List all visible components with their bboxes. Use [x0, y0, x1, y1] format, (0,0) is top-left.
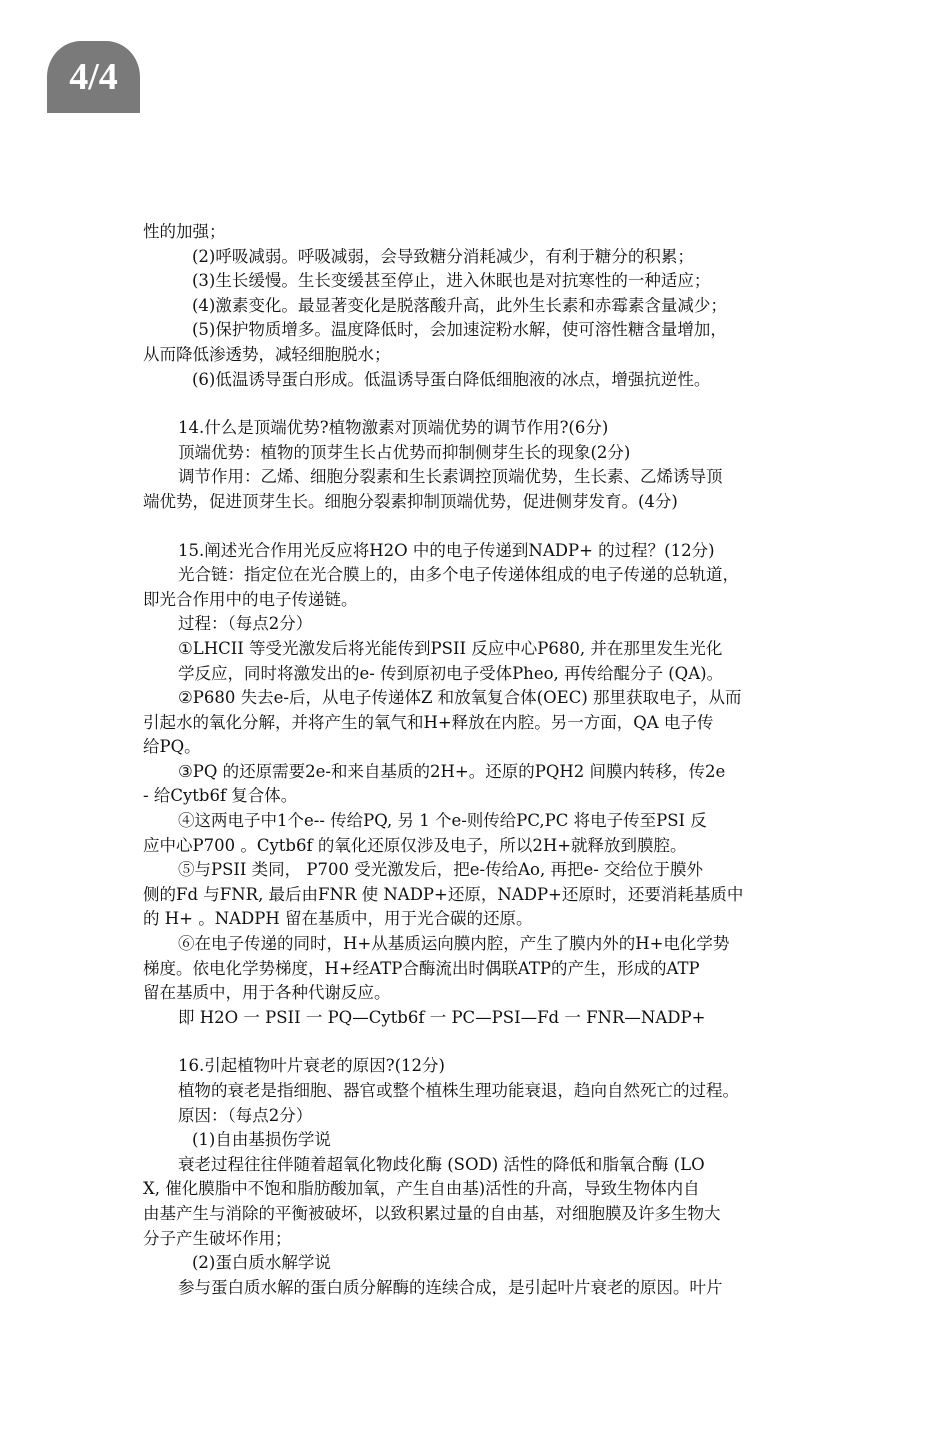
text-line: 由基产生与消除的平衡被破坏，以致积累过量的自由基，对细胞膜及许多生物大: [143, 1203, 721, 1223]
text-line: (2)蛋白质水解学说: [192, 1253, 331, 1273]
text-line: ⑥在电子传递的同时，H+从基质运向膜内腔，产生了膜内外的H+电化学势: [178, 934, 730, 954]
text-line: 学反应，同时将激发出的e- 传到原初电子受体Pheo, 再传给醌分子 (QA)。: [178, 663, 724, 683]
question-heading: 16.引起植物叶片衰老的原因?(12分): [178, 1056, 445, 1076]
text-line: 过程：（每点2分）: [178, 614, 313, 634]
text-line: (5)保护物质增多。温度降低时，会加速淀粉水解，使可溶性糖含量增加，: [192, 320, 727, 340]
page-number-text: 4/4: [69, 56, 118, 98]
text-line: 梯度。依电化学势梯度，H+经ATP合酶流出时偶联ATP的产生，形成的ATP: [143, 958, 700, 978]
text-line: 分子产生破坏作用；: [143, 1228, 292, 1248]
text-line: 侧的Fd 与FNR, 最后由FNR 使 NADP+还原，NADP+还原时，还要消耗基质中: [143, 884, 744, 904]
text-line: 原因：（每点2分）: [178, 1105, 313, 1125]
section-gap: [143, 392, 809, 416]
section-gap: [143, 1030, 809, 1054]
text-line: 应中心P700 。Cytb6f 的氧化还原仅涉及电子，所以2H+就释放到膜腔。: [143, 835, 687, 855]
text-line: X, 催化膜脂中不饱和脂肪酸加氧，产生自由基)活性的升高，导致生物体内自: [143, 1179, 700, 1199]
text-line: 的 H+ 。NADPH 留在基质中，用于光合碳的还原。: [143, 909, 533, 929]
text-line: 衰老过程往往伴随着超氧化物歧化酶 (SOD) 活性的降低和脂氧合酶 (LO: [178, 1154, 705, 1174]
text-line: (4)激素变化。最显著变化是脱落酸升高，此外生长素和赤霉素含量减少；: [192, 295, 727, 315]
section-gap: [143, 515, 809, 539]
text-line: 留在基质中，用于各种代谢反应。: [143, 983, 391, 1003]
text-line: ④这两电子中1个e-- 传给PQ, 另 1 个e-则传给PC,PC 将电子传至PSI 反: [178, 811, 707, 831]
text-line: (3)生长缓慢。生长变缓甚至停止，进入休眠也是对抗寒性的一种适应；: [192, 271, 711, 291]
text-line: (6)低温诱导蛋白形成。低温诱导蛋白降低细胞液的冰点，增强抗逆性。: [192, 369, 711, 389]
text-line: 植物的衰老是指细胞、器官或整个植株生理功能衰退，趋向自然死亡的过程。: [178, 1081, 739, 1100]
text-line: (2)呼吸减弱。呼吸减弱，会导致糖分消耗减少，有利于糖分的积累；: [192, 246, 694, 266]
text-line: 即 H2O 一 PSII 一 PQ—Cytb6f 一 PC—PSI—Fd 一 FNR—NADP+: [178, 1007, 706, 1027]
text-line: ②P680 失去e-后，从电子传递体Z 和放氧复合体(OEC) 那里获取电子，从而: [178, 688, 742, 708]
page-number-badge: [47, 41, 140, 113]
text-line: 引起水的氧化分解，并将产生的氧气和H+释放在内腔。另一方面，QA 电子传: [143, 712, 714, 732]
text-line: 参与蛋白质水解的蛋白质分解酶的连续合成，是引起叶片衰老的原因。叶片: [178, 1277, 723, 1297]
text-line: 光合链：指定位在光合膜上的，由多个电子传递体组成的电子传递的总轨道，: [178, 565, 739, 585]
text-line: ③PQ 的还原需要2e-和来自基质的2H+。还原的PQH2 间膜内转移，传2e: [178, 761, 726, 781]
text-line: 给PQ。: [143, 737, 201, 757]
text-line: ⑤与PSII 类同， P700 受光激发后，把e-传给Ao, 再把e- 交给位于膜外: [178, 860, 704, 880]
text-line: (1)自由基损伤学说: [192, 1130, 331, 1150]
text-line: ①LHCII 等受光激发后将光能传到PSII 反应中心P680, 并在那里发生光化: [178, 638, 723, 658]
text-line: 端优势，促进顶芽生长。细胞分裂素抑制顶端优势，促进侧芽发育。(4分): [143, 491, 678, 511]
text-line: 顶端优势：植物的顶芽生长占优势而抑制侧芽生长的现象(2分): [178, 442, 631, 462]
text-line: 调节作用：乙烯、细胞分裂素和生长素调控顶端优势，生长素、乙烯诱导顶: [178, 467, 723, 487]
text-line: 即光合作用中的电子传递链。: [143, 589, 358, 609]
text-line: - 给Cytb6f 复合体。: [143, 786, 298, 806]
text-line: 从而降低渗透势，减轻细胞脱水；: [143, 344, 391, 364]
question-heading: 14.什么是顶端优势?植物激素对顶端优势的调节作用?(6分): [178, 418, 609, 438]
text-line: 性的加强；: [143, 222, 226, 241]
question-heading: 15.阐述光合作用光反应将H2O 中的电子传递到NADP+ 的过程？(12分): [178, 540, 715, 560]
document-body: [143, 220, 809, 1300]
